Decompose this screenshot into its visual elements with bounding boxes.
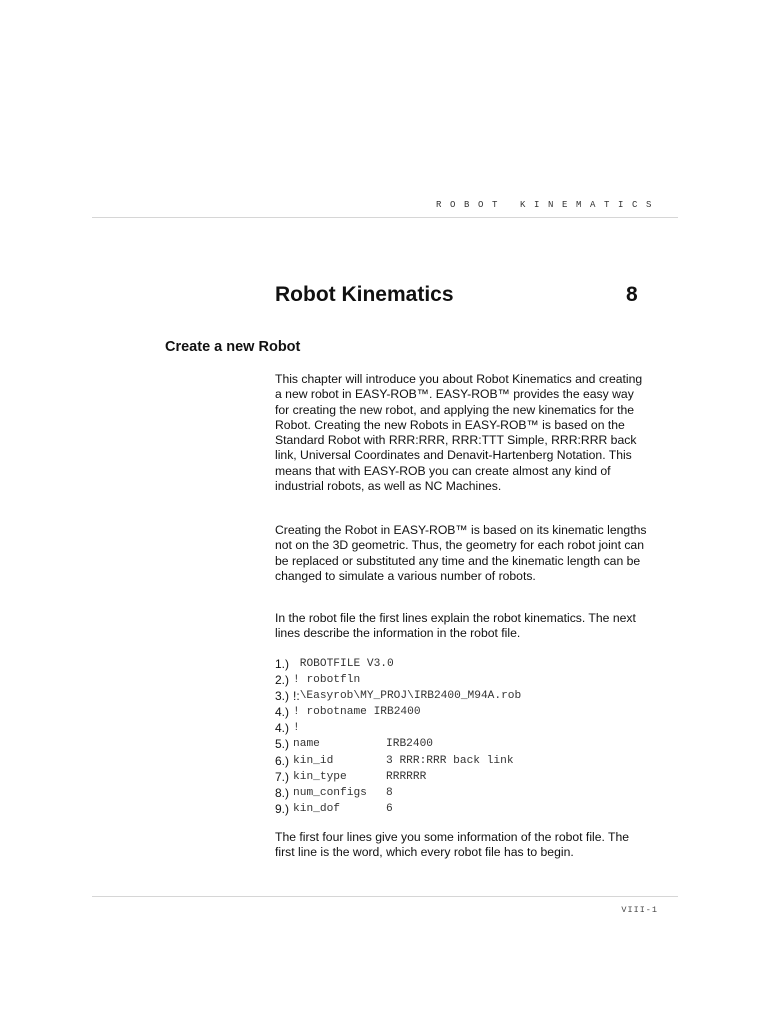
code-prefix: !: [293, 689, 300, 704]
line-number: 4.) [275, 705, 290, 720]
paragraph-kinematic-lengths [275, 523, 647, 584]
code-key: ! robotname IRB2400 [293, 706, 421, 719]
code-line [275, 688, 521, 704]
code-line [275, 801, 521, 817]
line-number: 1.) [275, 657, 290, 671]
line-number: 8.) [275, 785, 290, 800]
header-rule [92, 217, 678, 218]
paragraph-first-lines [275, 830, 647, 861]
code-value: IRB2400 [386, 738, 434, 751]
code-key: name [293, 738, 320, 751]
line-number: 9.) [275, 801, 290, 816]
code-key: kin_type [293, 770, 347, 783]
footer-rule [92, 896, 678, 897]
paragraph-intro [275, 372, 647, 494]
robot-file-listing [275, 656, 521, 817]
code-key: kin_id [293, 754, 334, 767]
section-title: Create a new Robot [165, 339, 301, 355]
line-number: 6.) [275, 753, 290, 768]
code-value: 6 [386, 802, 393, 815]
code-line [275, 736, 521, 752]
code-line [275, 656, 521, 672]
code-value: 3 RRR:RRR back link [386, 754, 514, 767]
code-line [275, 769, 521, 785]
page-number: VIII-1 [621, 905, 658, 915]
line-number: 7.) [275, 769, 290, 784]
code-line [275, 785, 521, 801]
code-key: ! robotfln [293, 674, 361, 687]
chapter-title: Robot Kinematics [275, 283, 454, 306]
code-key: kin_dof [293, 802, 341, 815]
line-number: 3.) [275, 689, 290, 704]
paragraph-text: Creating the Robot in EASY-ROB™ is based on its kinematic lengths not on the 3D geometric. Thus, the geometry for each robot joint can be replaced or substituted any time and the kinematic length can be changed to simulate a various number of robots. [275, 523, 647, 583]
code-line [275, 720, 521, 736]
line-number: 5.) [275, 737, 290, 752]
code-line [275, 704, 521, 720]
code-key: num_configs [293, 786, 367, 799]
paragraph-text: In the robot file the first lines explain the robot kinematics. The next lines describe the information in the robot file. [275, 611, 636, 641]
code-key: ROBOTFILE V3.0 [293, 658, 394, 670]
code-key: ! [293, 722, 300, 735]
paragraph-robot-file [275, 611, 647, 642]
chapter-number: 8 [626, 283, 638, 306]
code-line [275, 753, 521, 769]
code-key: \Easyrob\MY_PROJ\IRB2400_M94A.rob [299, 690, 522, 703]
code-line [275, 672, 521, 688]
paragraph-text: The first four lines give you some information of the robot file. The first line is the word, which every robot file has to begin. [275, 830, 630, 860]
code-value: 8 [386, 786, 393, 799]
line-number: 2.) [275, 673, 290, 688]
running-header: ROBOT KINEMATICS [435, 200, 660, 210]
paragraph-text: This chapter will introduce you about Robot Kinematics and creating a new robot in EASY-ROB™. EASY-ROB™ provides the easy way for creating the new robot, and applying the new kinematics for the Robot. Creating the new Robots in EASY-ROB™ is based on the Standard Robot with RRR:RRR, RRR:TTT Simple, RRR:RRR back link, Universal Coordinates and Denavit-Hartenberg Notation. This means that with EASY-ROB you can create almost any kind of industrial robots, as well as NC Machines. [275, 372, 643, 494]
line-number: 4.) [275, 721, 290, 736]
code-value: RRRRRR [386, 770, 427, 783]
